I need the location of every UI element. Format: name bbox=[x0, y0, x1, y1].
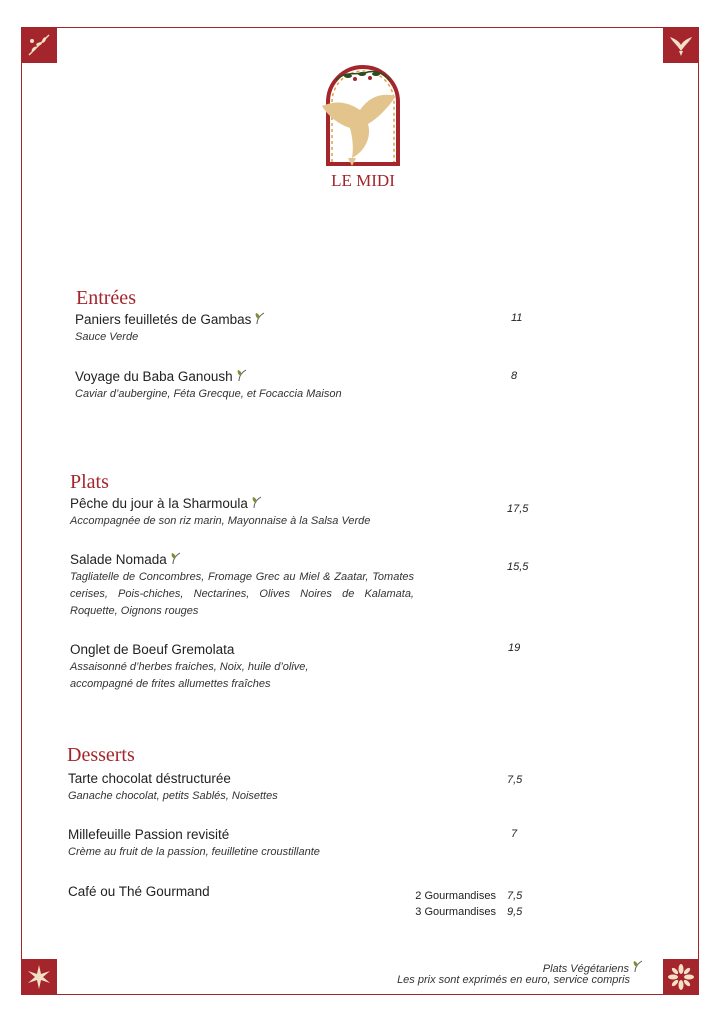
item-name: Salade Nomada bbox=[70, 551, 530, 569]
bird-icon bbox=[667, 31, 695, 59]
corner-bird-ornament bbox=[663, 27, 699, 63]
item-description: Crème au fruit de la passion, feuilletine croustillante bbox=[68, 846, 320, 858]
menu-item bbox=[75, 368, 535, 403]
restaurant-logo bbox=[318, 62, 408, 192]
price-note: Les prix sont exprimés en euro, service compris bbox=[397, 974, 630, 986]
option-price: 7,5 bbox=[507, 890, 523, 902]
menu-item bbox=[70, 641, 530, 693]
vegetarian-leaf-icon bbox=[170, 552, 182, 565]
item-price: 19 bbox=[508, 642, 521, 654]
item-description: Assaisonné d’herbes fraiches, Noix, huile d’olive, accompagné de frites allumettes fraîches bbox=[70, 661, 309, 690]
olive-branch-icon bbox=[25, 31, 53, 59]
item-name: Tarte chocolat déstructurée bbox=[68, 771, 231, 786]
section-title-entrees: Entrées bbox=[76, 287, 136, 309]
menu-item bbox=[68, 770, 528, 805]
option-label: 3 Gourmandises bbox=[415, 906, 496, 918]
item-description: Ganache chocolat, petits Sablés, Noisettes bbox=[68, 790, 278, 802]
item-price: 7 bbox=[511, 828, 518, 840]
corner-botanical-ornament bbox=[21, 27, 57, 63]
item-name: Millefeuille Passion revisité bbox=[68, 827, 230, 842]
item-name: Onglet de Boeuf Gremolata bbox=[70, 642, 235, 657]
menu-item bbox=[70, 495, 530, 530]
vegetarian-legend: Plats Végétariens bbox=[430, 960, 644, 975]
item-price: 17,5 bbox=[507, 503, 529, 515]
item-name: Paniers feuilletés de Gambas bbox=[75, 311, 535, 329]
item-description: Accompagnée de son riz marin, Mayonnaise à la Salsa Verde bbox=[70, 515, 371, 527]
item-name: Voyage du Baba Ganoush bbox=[75, 368, 535, 386]
vegetarian-leaf-icon bbox=[236, 369, 248, 382]
item-price: 7,5 bbox=[507, 774, 523, 786]
menu-item bbox=[68, 826, 528, 861]
vegetarian-leaf-icon bbox=[632, 960, 644, 973]
menu-item bbox=[75, 311, 535, 346]
brand-name: LE MIDI bbox=[331, 171, 395, 190]
vegetarian-leaf-icon bbox=[251, 496, 263, 509]
flower-icon bbox=[667, 963, 695, 991]
item-price: 15,5 bbox=[507, 561, 529, 573]
item-description: Caviar d’aubergine, Féta Grecque, et Focaccia Maison bbox=[75, 388, 342, 400]
item-name: Pêche du jour à la Sharmoula bbox=[70, 495, 530, 513]
option-label: 2 Gourmandises bbox=[415, 890, 496, 902]
menu-item bbox=[70, 551, 530, 620]
item-name: Café ou Thé Gourmand bbox=[68, 884, 210, 899]
section-title-plats: Plats bbox=[70, 471, 109, 493]
corner-flower-ornament bbox=[663, 959, 699, 995]
item-price: 11 bbox=[511, 312, 523, 324]
vegetarian-leaf-icon bbox=[254, 312, 266, 325]
option-price: 9,5 bbox=[507, 906, 523, 918]
arch-bird-logo-icon bbox=[318, 62, 408, 192]
section-title-desserts: Desserts bbox=[67, 744, 135, 766]
sun-star-icon bbox=[25, 963, 53, 991]
item-description: Tagliatelle de Concombres, Fromage Grec au Miel & Zaatar, Tomates cerises, Pois-chiches, Nectarines, Olives Noires de Kalamata, Roquette, Oignons rouges bbox=[70, 571, 414, 617]
item-price: 8 bbox=[511, 370, 518, 382]
item-description: Sauce Verde bbox=[75, 331, 139, 343]
corner-star-ornament bbox=[21, 959, 57, 995]
